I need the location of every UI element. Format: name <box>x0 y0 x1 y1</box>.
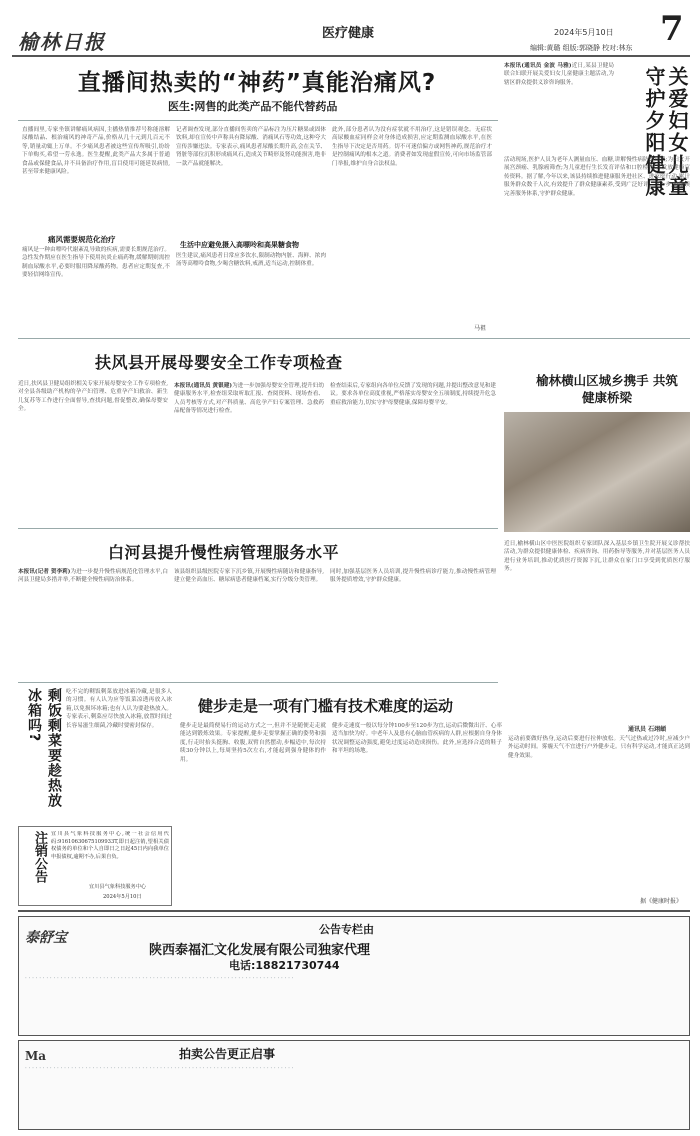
walk-credit: 据《健康时报》 <box>640 898 683 905</box>
masthead-rule <box>12 55 690 57</box>
lead-body-col3: 此外,部分患者认为没有症状就不用治疗,这是错误观念。无症状高尿酸血症同样会对身体造成损害,应定期监测血尿酸水平,在医生指导下决定是否用药。切不可迷信偏方或网售神药,规范治疗才是控制痛风的根本之道。消费者如发现虚假宣传,可向市场监管部门举报,维护自身合法权益。 <box>332 127 492 167</box>
masthead <box>0 0 700 68</box>
baihe-body-col1: 本报讯(记者 贺李莉)为进一步提升慢性病规范化管理水平,白河县卫健局多措并举,不断健全慢性病防治体系。 <box>18 569 168 584</box>
editor-credits: 编辑:黄璐 组版:郭晓静 校对:林东 <box>530 44 633 52</box>
yulin-body: 近日,榆林横山区中医医院组织专家团队深入基层乡镇卫生院开展义诊帮扶活动,为群众提供健康体检、疾病咨询、用药指导等服务,并对基层医务人员进行业务培训,推动优质医疗资源下沉,让群众在家门口享受到优质医疗服务。 <box>504 541 690 573</box>
notice-title: 注销公告 <box>32 831 47 883</box>
fufeng-headline: 扶风县开展母婴安全工作专项检查 <box>95 353 343 372</box>
food-body: 吃不完的剩饭剩菜放进冰箱冷藏,是很多人的习惯。有人认为应等饭菜凉透再放入冰箱,以免损坏冰箱;也有人认为要趁热放入。专家表示,剩菜应尽快放入冰箱,放置时间过长容易滋生细菌,冷藏时要密封保存。 <box>66 689 172 729</box>
lead-body-col1b: 痛风是一种由嘌呤代谢紊乱导致的疾病,需要长期规范治疗。急性发作期应在医生指导下使用抗炎止痛药物,缓解期则需控制血尿酸水平,必要时服用降尿酸药物。患者应定期复查,不要轻信网络宣传。 <box>22 247 170 279</box>
baihe-body-col3: 同时,加强基层医务人员培训,提升慢性病诊疗能力,推动慢性病管理服务提质增效,守护群众健康。 <box>330 569 496 584</box>
elderly-intro: 本报讯(通讯员 金波 马雅)近日,某县卫健局联合妇联开展关爱妇女儿童健康主题活动,为辖区群众提供义诊咨询服务。 <box>504 63 614 86</box>
ad1-brand: 泰舒宝 <box>25 930 67 946</box>
lead-body-col2: 记者调查发现,部分直播间售卖的产品标注为压片糖果或固体饮料,却在宣传中声称具有降尿酸、消痛风石等功效,这种夸大宣传涉嫌违法。专家表示,痛风患者尿酸长期升高,会在关节、肾脏等部位沉积形成痛风石,造成关节畸形及肾功能损害,绝非一款产品就能解决。 <box>176 127 326 167</box>
walk-headline: 健步走是一项有门槛有技术难度的运动 <box>198 697 454 715</box>
fufeng-body-col1: 近日,扶风县卫健局组织相关专家开展母婴安全工作专项检查,对全县各级助产机构的孕产妇管理、危重孕产妇救治、新生儿复苏等工作进行全面督导,查找问题,督促整改,确保母婴安全。 <box>18 381 168 413</box>
yulin-photo <box>504 412 690 532</box>
baihe-byline: 本报讯(记者 贺李莉) <box>18 569 71 575</box>
fufeng-byline: 本报讯(通讯员 黄银建) <box>174 383 233 389</box>
notice-signer: 宜川县气象科技服务中心 <box>89 884 147 890</box>
fufeng-body-col3: 检查结束后,专家组向各单位反馈了发现的问题,并提出整改意见和建议。要求各单位高度重视,严格落实母婴安全五项制度,持续提升危急重症救治能力,切实守护母婴健康,保障母婴平安。 <box>330 383 496 406</box>
notice-text: 宜川县气象科技服务中心,统一社会信用代码:91610630675109933T,即日起注销,望相关债权债务的单位和个人自即日之日起45日内向我单位申报债权,逾期不办,后果自负。 <box>51 831 169 860</box>
lead-credit: 马祖 <box>474 325 487 332</box>
elderly-byline: 本报讯(通讯员 金波 马雅) <box>504 63 572 69</box>
ad2-title: 拍卖公告更正启事 <box>179 1047 276 1061</box>
fufeng-body-col2: 本报讯(通讯员 黄银建)为进一步加强母婴安全管理,提升妇幼健康服务水平,检查组采取听取汇报、查阅资料、现场查看、人员考核等方式,对产科质量、高危孕产妇专案管理、急救药品配备等情况进行检查。 <box>174 383 324 415</box>
baihe-body-col2: 该县组织县级医院专家下沉乡镇,开展慢性病随访和健康指导,建立健全高血压、糖尿病患者健康档案,实行分级分类管理。 <box>174 569 324 584</box>
walk-body-col3: 运动前要做好热身,运动后要进行拉伸放松。天气过热或过冷时,应减少户外运动时间。雾霾天气不宜进行户外健步走。只有科学运动,才能真正达到健身效果。 <box>508 736 690 759</box>
issue-date: 2024年5月10日 <box>554 28 614 37</box>
ad-block-1 <box>18 916 690 1036</box>
page-section-title: 医疗健康 <box>322 26 375 41</box>
ad-block-2 <box>18 1040 690 1130</box>
yulin-credit: 通讯员 石翊頔 <box>628 726 667 733</box>
lead-deck: 医生:网售的此类产品不能代替药品 <box>168 100 338 113</box>
elderly-headline: 关爱妇女儿童 守护夕阳健康 <box>642 66 689 198</box>
walk-body-col2: 健步走速度一般以每分钟100步至120步为宜,运动后微微出汗、心率适当加快为好。中老年人及患有心脑血管疾病的人群,应根据自身身体状况调整运动强度,避免过度运动造成损伤。此外,应选择合适的鞋子和平坦的场地。 <box>332 723 502 755</box>
page-number: 7 <box>660 9 684 49</box>
walk-body-col1: 健步走是最简便易行的运动方式之一,但并不是随便走走就能达到锻炼效果。专家提醒,健步走要掌握正确的姿势和强度,行走时抬头挺胸、收腹,双臂自然摆动,步幅适中,每次持续30分钟以上,每周坚持5次左右,才能起到强身健体的作用。 <box>180 723 326 763</box>
food-headline: 剩饭剩菜要趁热放冰箱吗? <box>26 688 62 808</box>
elderly-body: 活动现场,医护人员为老年人测量血压、血糖,讲解慢性病防治知识;为妇女开展宫颈癌、乳腺癌筛查;为儿童进行生长发育评估和口腔检查,并发放健康宣传资料。据了解,今年以来,该县持续推进健康服务进社区、进家庭行动,累计服务群众数千人次,有效提升了群众健康素养,受到广泛好评。下一步,将继续完善服务体系,守护群众健康。 <box>504 157 690 197</box>
yulin-headline: 榆林横山区城乡携手 共筑健康桥梁 <box>536 373 678 405</box>
notice-box <box>18 826 172 906</box>
lead-body-col2b: 医生建议,痛风患者日常应多饮水,限制动物内脏、海鲜、浓肉汤等高嘌呤食物,少喝含糖饮料,戒酒,适当运动,控制体重。 <box>176 253 326 268</box>
lead-headline-box <box>18 60 496 116</box>
ad2-body: · · · · · · · · · · · · · · · · · · · · · · · · · · · · · · · · · · · · · · · · · · · · · · · · · · · · · · · · · · · · · · · · · · · · · · · · · · · · <box>25 1066 294 1072</box>
paper-name-logo: 榆林日报 <box>18 30 106 54</box>
notice-date: 2024年5月10日 <box>103 894 142 900</box>
ad2-brand: Ma <box>25 1049 47 1063</box>
lead-body-col1: 直播间里,专家坐镇讲解痛风病因,主播热情推荐号称能溶解尿酸结晶、根治痛风的神奇产品,价格从几十元到几百元不等,销量动辄上万单。不少痛风患者被这些宣传所吸引,纷纷下单购买,希望一劳永逸。医生提醒,此类产品大多属于普通食品或保健食品,并不具备治疗作用,盲目使用可能延误病情,甚至带来健康风险。 <box>22 127 170 176</box>
ad1-company: 陕西泰福汇文化发展有限公司独家代理 <box>149 943 371 958</box>
lead-headline: 直播间热卖的“神药”真能治痛风? <box>77 70 437 96</box>
ad1-phone: 电话:18821730744 <box>229 959 340 972</box>
lead-subhead-1: 痛风需要规范化治疗 <box>48 235 116 244</box>
ad1-body: · · · · · · · · · · · · · · · · · · · · · · · · · · · · · · · · · · · · · · · · · · · · · · · · · · · · · · · · · · · · · · · · · · · · · · · · · · · · <box>25 976 294 982</box>
lead-subhead-2: 生活中应避免摄入高嘌呤和高果糖食物 <box>180 241 299 249</box>
baihe-headline: 白河县提升慢性病管理服务水平 <box>108 543 340 562</box>
ad1-label: 公告专栏由 <box>319 923 374 936</box>
